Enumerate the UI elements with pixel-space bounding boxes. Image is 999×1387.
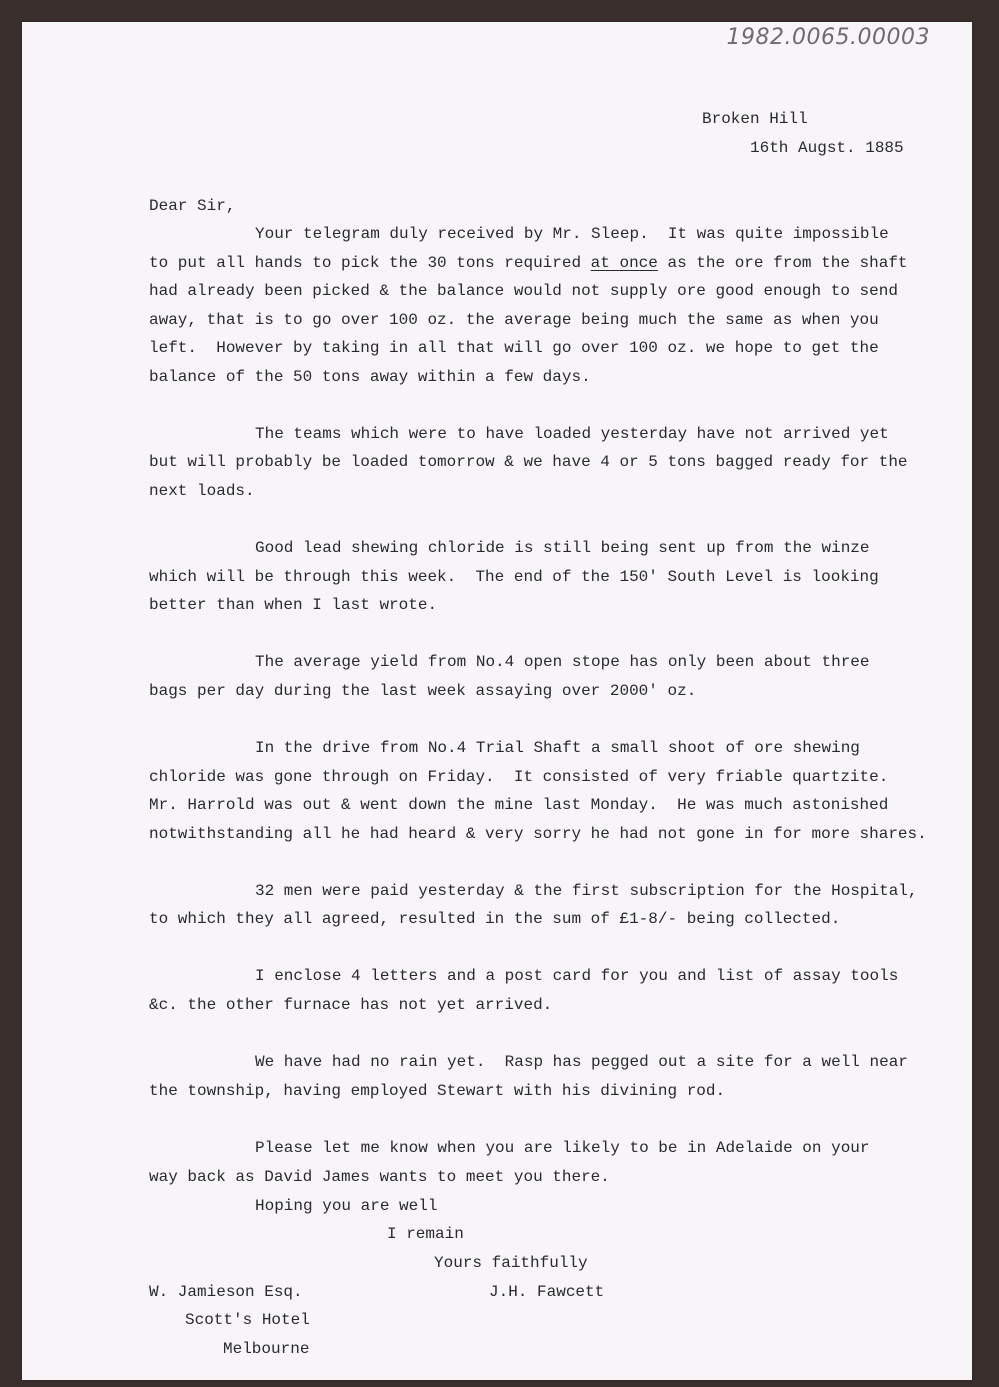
paragraph-line: &c. the other furnace has not yet arrived.	[149, 996, 553, 1014]
paragraph-line: chloride was gone through on Friday. It consisted of very friable quartzite.	[149, 768, 889, 786]
paragraph-line: Good lead shewing chloride is still being sent up from the winze	[255, 539, 870, 557]
addressee-city: Melbourne	[223, 1340, 310, 1358]
paragraph-line: The teams which were to have loaded yesterday have not arrived yet	[255, 425, 889, 443]
paragraph-line: had already been picked & the balance would not supply ore good enough to send	[149, 282, 898, 300]
paragraph-line: bags per day during the last week assaying over 2000' oz.	[149, 682, 697, 700]
accession-number: 1982.0065.00003	[726, 25, 930, 50]
paragraph-line: We have had no rain yet. Rasp has pegged out a site for a well near	[255, 1053, 908, 1071]
paragraph-line: Your telegram duly received by Mr. Sleep. It was quite impossible	[255, 225, 889, 243]
closing-hoping: Hoping you are well	[255, 1197, 438, 1215]
paragraph-line: In the drive from No.4 Trial Shaft a small shoot of ore shewing	[255, 739, 860, 757]
signature: J.H. Fawcett	[489, 1283, 605, 1301]
text-run: as the ore from the shaft	[657, 254, 908, 272]
underlined-phrase: at once	[590, 254, 658, 272]
closing-remain: I remain	[387, 1225, 464, 1243]
paragraph-line: I enclose 4 letters and a post card for you and list of assay tools	[255, 967, 899, 985]
paragraph-line: way back as David James wants to meet you there.	[149, 1168, 610, 1186]
addressee-name: W. Jamieson Esq.	[149, 1283, 303, 1301]
paragraph-line: notwithstanding all he had heard & very sorry he had not gone in for more shares.	[149, 825, 927, 843]
paragraph-line: better than when I last wrote.	[149, 596, 438, 614]
text-run: to put all hands to pick the 30 tons required	[149, 254, 591, 272]
addressee-hotel: Scott's Hotel	[185, 1311, 310, 1329]
paragraph-line: balance of the 50 tons away within a few days.	[149, 368, 591, 386]
paragraph-line: left. However by taking in all that will go over 100 oz. we hope to get the	[149, 339, 879, 357]
paragraph-line: 32 men were paid yesterday & the first subscription for the Hospital,	[255, 882, 918, 900]
heading-date: 16th Augst. 1885	[750, 139, 904, 157]
paragraph-line: next loads.	[149, 482, 255, 500]
paragraph-line: to which they all agreed, resulted in the sum of £1-8/- being collected.	[149, 910, 841, 928]
paragraph-line: away, that is to go over 100 oz. the average being much the same as when you	[149, 311, 879, 329]
paragraph-line: the township, having employed Stewart with his divining rod.	[149, 1082, 726, 1100]
paragraph-line: The average yield from No.4 open stope has only been about three	[255, 653, 870, 671]
paragraph-line: which will be through this week. The end of the 150' South Level is looking	[149, 568, 879, 586]
closing-yours: Yours faithfully	[434, 1254, 588, 1272]
heading-place: Broken Hill	[702, 110, 808, 128]
paragraph-line: Mr. Harrold was out & went down the mine last Monday. He was much astonished	[149, 796, 889, 814]
salutation: Dear Sir,	[149, 197, 236, 215]
paragraph-line: but will probably be loaded tomorrow & we have 4 or 5 tons bagged ready for the	[149, 453, 908, 471]
letter-page	[22, 22, 972, 1380]
paragraph-line	[149, 249, 908, 278]
paragraph-line: Please let me know when you are likely to be in Adelaide on your	[255, 1139, 870, 1157]
